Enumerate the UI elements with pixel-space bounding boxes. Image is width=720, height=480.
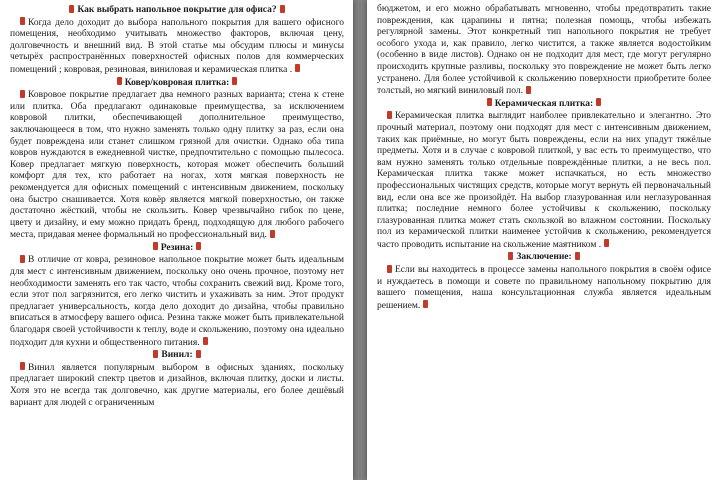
page-gap (353, 0, 367, 480)
annotation-marker-icon (295, 64, 300, 72)
paragraph-text: В отличие от ковра, резиновое напольное покрытие может быть идеальным для мест с интенсивным движением, поскольку оно очень прочное, поэтому нет необходимости заменять его так часто, чтобы сохранить свежий вид. Кроме того, если этот пол загрязнится, его легко чистить и ухаживать за ним. Этот продукт предлагает универсальность, когда дело доходит до дизайна, чтобы правильно вписаться в атмосферу вашего офиса. Резина также может быть привлекательной благодаря своей устойчивости к теплу, воде и скольжению, поэтому она идеально подходит для кухни и общественного питания. (10, 255, 344, 348)
section-heading (377, 98, 711, 111)
annotation-marker-icon (196, 350, 201, 358)
document-page-right (367, 0, 720, 480)
paragraph (10, 89, 344, 242)
annotation-marker-icon (20, 17, 25, 25)
paragraph-text: Если вы находитесь в процессе замены напольного покрытия в своём офисе и нуждаетесь в помощи и совете по правильному напольному покрытию для вашего помещения, наша консультационная служба является идеальным решением. (377, 265, 711, 311)
paragraph (377, 110, 711, 251)
annotation-marker-icon (196, 242, 201, 250)
annotation-marker-icon (69, 5, 74, 13)
paragraph (10, 254, 344, 349)
page-content-right (377, 4, 711, 312)
annotation-marker-icon (270, 230, 275, 238)
section-heading (377, 251, 711, 264)
annotation-marker-icon (508, 252, 513, 260)
annotation-marker-icon (20, 90, 25, 98)
paragraph-text: Ковровое покрытие предлагает два немного разных варианта; стена к стене или плитка. Оба предлагают одинаковые преимущества, за исключением ковровой плитки, обеспечивающей дополнительное преимущество, заключающееся в том, что нужно заменять только одну плитку за раз, если она будет повреждена или станет слишком грязной для очистки. Однако оба типа ковров нуждаются в ежедневной чистке, предпочтительно с помощью пылесоса. Ковер предлагает мягкую поверхность, которая может обеспечить больший комфорт для тех, кто работает на ногах, хотя мягкая поверхность не рекомендуется для офисных помещений с интенсивным движением, поскольку она быстро снашивается. Хотя ковёр является мягкой поверхностью, он также достаточно жёсткий, чтобы не скользить. Ковер чрезвычайно гибок по цене, цвету и дизайну, и ему можно придать бренд, подходящую для любого рабочего места, придавая менее формальный но профессиональный вид. (10, 90, 344, 241)
annotation-marker-icon (203, 337, 208, 345)
annotation-marker-icon (387, 111, 392, 119)
paragraph-text: Винил является популярным выбором в офисных зданиях, поскольку предлагает широкий спектр цветов и дизайнов, включая плитку, доски и листы. Хотя это не всегда так долговечно, как другие материалы, его более дешёвый вариант для людей с ограниченным (10, 362, 344, 408)
annotation-marker-icon (20, 255, 25, 263)
section-heading (10, 349, 344, 362)
paragraph-text: Керамическая плитка выглядит наиболее привлекательно и элегантно. Это прочный материал, поэтому они подходят для мест с интенсивным движением, таких как приёмные, но могут быть повреждены, если на них упадут тяжёлые предметы. Хотя и в случае с ковровой плиткой, у вас есть то преимущество, что вам нужно заменять только отдельные повреждённые плитки, а не весь пол. Керамическая плитка также может испачкаться, но есть множество профессиональных чистящих средств, которые могут вернуть ей первоначальный вид, если она все же произойдёт. На выбор глазурованная или неглазурованная плитка; последние немного более устойчивы к скольжению, поскольку глазурованная плитка может стать скользкой во влажном состоянии. Поскольку пол из керамической плитки наименее устойчив к скольжению, рекомендуется часто проводить испытание на скольжение маятником . (377, 111, 711, 250)
annotation-marker-icon (153, 242, 158, 250)
annotation-marker-icon (232, 77, 237, 85)
annotation-marker-icon (487, 98, 492, 106)
paragraph (10, 17, 344, 77)
heading-text: Винил: (161, 350, 193, 361)
annotation-marker-icon (526, 86, 531, 94)
annotation-marker-icon (596, 98, 601, 106)
annotation-marker-icon (153, 350, 158, 358)
document-page-left (0, 0, 353, 480)
paragraph-text: бюджетом, и его можно обрабатывать мгновенно, чтобы предотвратить такие повреждения, как царапины и пятна; полезная помощь, чтобы избежать регулярной замены. Этот конкретный тип напольного покрытия не требует особого ухода и, как правило, легко чистится, а также является водостойким (особенно в виде листов). Однако он не подходит для мест, где могут регулярно происходить крупные разливы, поскольку это повреждение не может быть легко устранено. Для более устойчивой к скольжению поверхности приобретите более толстый, но мягкий виниловый пол. (377, 4, 711, 97)
annotation-marker-icon (387, 265, 392, 273)
title-text: Как выбрать напольное покрытие для офиса? (77, 5, 277, 15)
heading-text: Резина: (160, 242, 194, 253)
annotation-marker-icon (575, 252, 580, 260)
paragraph (377, 4, 711, 98)
section-heading (10, 77, 344, 90)
heading-text: Заключение: (516, 252, 572, 263)
paragraph (377, 264, 711, 312)
heading-text: Керамическая плитка: (494, 98, 594, 109)
annotation-marker-icon (280, 5, 285, 13)
paragraph (10, 362, 344, 409)
heading-text: Ковер/ковровая плитка: (124, 77, 230, 88)
document-title (10, 4, 344, 17)
annotation-marker-icon (423, 300, 428, 308)
paragraph-text: Когда дело доходит до выбора напольного покрытия для вашего офисного помещения, необходимо учитывать множество факторов, включая цену, долговечность и внешний вид. В этой статье мы обсудим плюсы и минусы четырёх распространённых поверхностей офисных полов для коммерческих помещений ; ковровая, резиновая, виниловая и керамическая плитка . (10, 17, 344, 75)
annotation-marker-icon (20, 362, 25, 370)
annotation-marker-icon (117, 77, 122, 85)
section-heading (10, 242, 344, 255)
page-content-left (10, 4, 344, 409)
annotation-marker-icon (604, 239, 609, 247)
